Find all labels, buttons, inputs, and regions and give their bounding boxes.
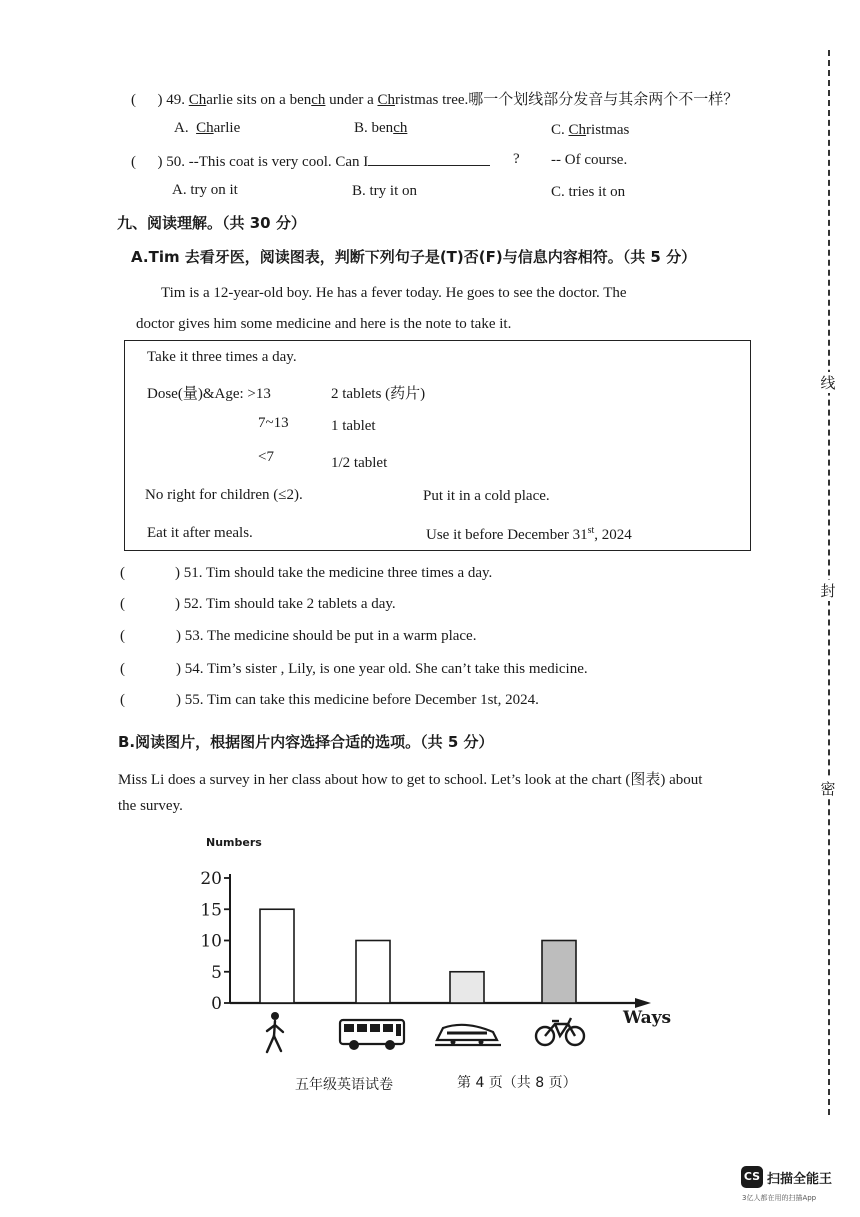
train-icon <box>435 1025 501 1045</box>
part-a-intro-2: doctor gives him some medicine and here is the note to take it. <box>136 316 512 332</box>
q50-option-a: A. try on it <box>172 182 238 198</box>
scanner-logo-icon: CS <box>741 1166 763 1188</box>
note-no-right: No right for children (≤2). <box>145 487 303 503</box>
q50-option-c: C. tries it on <box>551 184 626 200</box>
survey-bar-chart <box>195 830 675 1060</box>
q50-paren-close: ) <box>157 154 163 170</box>
y-tick-label: 20 <box>200 869 222 889</box>
q50-row <box>131 151 490 171</box>
binding-char-1: 线 <box>816 372 840 393</box>
y-tick-label: 0 <box>211 994 222 1014</box>
q49-text: Charlie sits on a bench under a Christmas tree.哪一个划线部分发音与其余两个不一样？ <box>188 92 739 108</box>
y-tick-label: 15 <box>200 900 222 921</box>
page-number: 第 4 页（共 8 页） <box>457 1075 577 1091</box>
y-tick-label: 10 <box>200 931 222 952</box>
q49-option-c: C. Christmas <box>551 122 630 138</box>
q50-number: 50. <box>166 154 185 170</box>
item-53: ( ) 53. The medicine should be put in a warm place. <box>120 628 477 644</box>
item-52: ( ) 52. Tim should take 2 tablets a day. <box>120 596 396 612</box>
x-axis-label: Ways <box>623 1008 672 1028</box>
q50-option-b: B. try it on <box>352 183 418 199</box>
part-a-intro-1: Tim is a 12-year-old boy. He has a fever today. He goes to see the doctor. The <box>161 285 627 301</box>
scanner-app-name: 扫描全能王 <box>767 1172 833 1187</box>
q50-paren-open: ( <box>131 154 136 170</box>
y-tick-label: 5 <box>211 962 222 983</box>
q50-qmark: ? <box>513 151 520 167</box>
bar-train <box>450 972 484 1003</box>
binding-char-3: 密 <box>816 778 840 799</box>
bar-bus <box>356 941 390 1004</box>
note-frequency: Take it three times a day. <box>147 349 297 365</box>
note-age-3: <7 <box>258 449 274 465</box>
y-ticks <box>200 869 230 1014</box>
walking-person-icon <box>267 1012 283 1052</box>
note-dose-2: 1 tablet <box>331 418 376 434</box>
q50-text: --This coat is very cool. Can I <box>188 154 369 170</box>
q50-blank[interactable] <box>368 151 490 166</box>
part-b-intro-2: the survey. <box>118 798 183 814</box>
note-cold: Put it in a cold place. <box>423 488 550 504</box>
note-dose-1: 2 tablets (药片) <box>331 386 426 402</box>
part-b-intro-1: Miss Li does a survey in her class about how to get to school. Let’s look at the chart (图表) about <box>118 772 703 788</box>
note-meals: Eat it after meals. <box>147 525 253 541</box>
bars <box>260 909 576 1003</box>
note-use-before: Use it before December 31st, 2024 <box>426 525 632 543</box>
bus-icon <box>340 1020 404 1050</box>
note-dose-3: 1/2 tablet <box>331 455 388 471</box>
note-age-2: 7~13 <box>258 415 289 431</box>
x-axis-arrow <box>635 998 651 1008</box>
bar-walk <box>260 909 294 1003</box>
bar-bike <box>542 941 576 1004</box>
note-dose-label: Dose(量)&Age: >13 <box>147 386 271 402</box>
q49-row <box>131 88 738 109</box>
q49-option-a: A. Charlie <box>174 120 241 136</box>
q49-paren-close: ) <box>157 92 163 108</box>
y-axis-label: Numbers <box>206 836 262 849</box>
part-a-title: A.Tim 去看牙医，阅读图表，判断下列句子是(T)否(F)与信息内容相符。（共 5 分） <box>131 248 697 266</box>
bike-icon <box>536 1018 584 1045</box>
medicine-note <box>124 340 751 551</box>
exam-name: 五年级英语试卷 <box>295 1077 393 1093</box>
q49-number: 49. <box>166 92 185 108</box>
part-b-title: B.阅读图片，根据图片内容选择合适的选项。（共 5 分） <box>118 733 494 751</box>
q49-option-b: B. bench <box>354 120 408 136</box>
scanner-tagline: 3亿人都在用的扫描App <box>742 1194 817 1202</box>
section-title: 九、阅读理解。（共 30 分） <box>117 214 306 232</box>
item-54: ( ) 54. Tim’s sister , Lily, is one year old. She can’t take this medicine. <box>120 661 588 677</box>
q49-paren-open: ( <box>131 92 136 108</box>
item-51: ( ) 51. Tim should take the medicine three times a day. <box>120 565 493 581</box>
q50-reply: -- Of course. <box>551 152 628 168</box>
binding-char-2: 封 <box>816 580 840 601</box>
item-55: ( ) 55. Tim can take this medicine before December 1st, 2024. <box>120 692 539 708</box>
